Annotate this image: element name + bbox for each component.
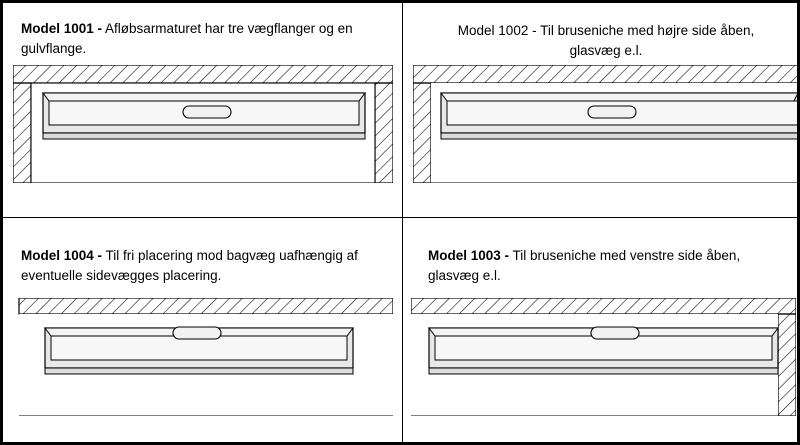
panel-model-1004 (3, 218, 402, 445)
drawing-model-1003 (411, 298, 796, 416)
model-description: Til bruseniche med venstre side åben, glasvæg e.l. (428, 248, 741, 283)
caption-model-1001 (21, 19, 381, 58)
model-description: Til bruseniche med højre side åben, glasvæg e.l. (540, 23, 755, 58)
model-label: Model 1003 - (428, 248, 510, 263)
panel-model-1003 (403, 218, 800, 445)
panel-model-1002 (403, 3, 800, 217)
caption-model-1002 (431, 21, 781, 60)
model-label: Model 1002 - (457, 23, 537, 38)
drawing-model-1002 (413, 65, 798, 183)
model-label: Model 1001 - (21, 21, 103, 36)
drawing-model-1001 (13, 65, 393, 183)
model-label: Model 1004 - (21, 248, 103, 263)
caption-model-1003 (428, 246, 778, 285)
model-description: Til fri placering mod bagvæg uafhængig af eventuelle sidevægges placering. (21, 248, 358, 283)
caption-model-1004 (21, 246, 381, 285)
model-description: Afløbsarmaturet har tre vægflanger og en gulvflange. (21, 21, 353, 56)
panel-model-1001 (3, 3, 402, 217)
drawing-model-1004 (13, 298, 393, 416)
